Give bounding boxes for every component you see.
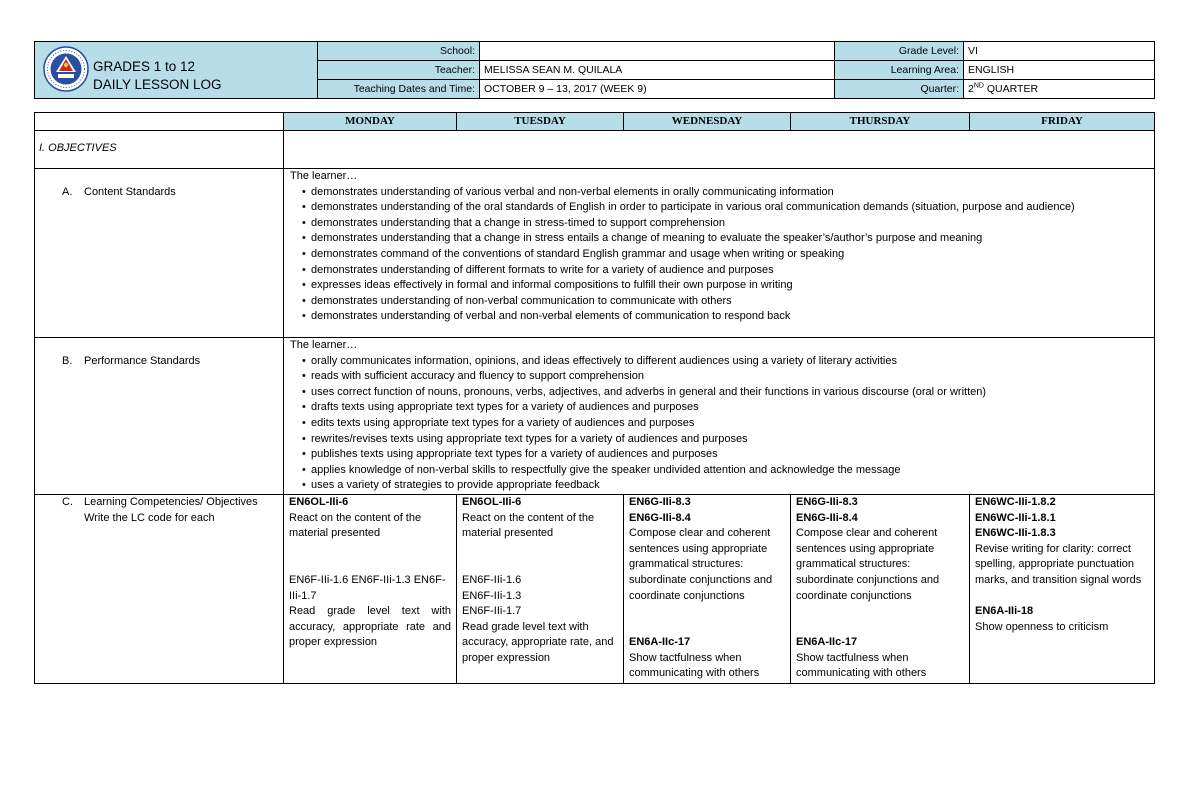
thursday-text-2: Show tactfulness when communicating with others	[796, 651, 927, 680]
day-header-monday: MONDAY	[284, 113, 457, 131]
friday-code-2: EN6A-IIi-18	[975, 605, 1034, 618]
thursday-code-1a: EN6G-IIi-8.3	[796, 495, 858, 508]
day-header-wednesday: WEDNESDAY	[624, 113, 791, 131]
list-item: • demonstrates understanding of various verbal and non-verbal elements in orally communicating information	[302, 185, 1150, 201]
monday-text-1: React on the content of the material presented	[289, 511, 422, 540]
learning-area-label: Learning Area:	[835, 61, 964, 80]
list-item: • demonstrates understanding of the oral standards of English in order to participate in various oral communication demands (situation, purpose and audience)	[302, 200, 1150, 216]
content-standards-letter: A.	[62, 186, 73, 198]
thursday-competencies-cell	[791, 494, 970, 683]
content-standards-intro: The learner…	[290, 170, 358, 182]
wednesday-code-1a: EN6G-IIi-8.3	[629, 495, 691, 508]
school-label: School:	[318, 42, 480, 61]
tuesday-code-1: EN6OL-IIi-6	[462, 495, 522, 508]
brand-title	[93, 58, 222, 94]
list-item: • uses a variety of strategies to provide appropriate feedback	[302, 478, 1150, 494]
list-item: • demonstrates understanding of verbal and non-verbal elements of communication to respond back	[302, 309, 1150, 325]
content-standards-label-cell	[35, 169, 284, 338]
day-header-row	[35, 113, 1155, 131]
monday-competencies-cell	[284, 494, 457, 683]
performance-standards-label	[35, 338, 283, 370]
content-standards-cell	[284, 169, 1155, 338]
monday-code-1: EN6OL-IIi-6	[289, 495, 349, 508]
tuesday-text-2: Read grade level text with accuracy, appropriate rate, and proper expression	[462, 620, 614, 664]
performance-standards-intro: The learner…	[290, 339, 358, 351]
thursday-code-2: EN6A-IIc-17	[796, 636, 858, 649]
list-item: • edits texts using appropriate text types for a variety of audiences and purposes	[302, 416, 1150, 432]
tuesday-text-1: React on the content of the material presented	[462, 511, 595, 540]
brand-title-line1: GRADES 1 to 12	[93, 59, 196, 74]
objectives-title: I. OBJECTIVES	[35, 131, 284, 169]
list-item: • expresses ideas effectively in formal and informal compositions to fulfill their own purpose in writing	[302, 278, 1150, 294]
content-standards-text: Content Standards	[84, 186, 176, 198]
wednesday-text-2: Show tactfulness when communicating with others	[629, 651, 760, 680]
list-item: • demonstrates understanding of non-verbal communication to communicate with others	[302, 294, 1150, 310]
competencies-letter: C.	[62, 495, 73, 508]
day-header-friday: FRIDAY	[970, 113, 1155, 131]
header-logo-cell	[35, 42, 318, 99]
list-item: • demonstrates understanding of different formats to write for a variety of audience and purposes	[302, 263, 1150, 279]
competencies-label-cell	[35, 494, 284, 683]
monday-text-2: Read grade level text with accuracy, appropriate rate and proper expression	[289, 605, 451, 649]
friday-code-1b: EN6WC-IIi-1.8.1	[975, 511, 1056, 524]
teacher-label: Teacher:	[318, 61, 480, 80]
performance-standards-label-cell	[35, 338, 284, 495]
friday-competencies-cell	[970, 494, 1155, 683]
teacher-value: MELISSA SEAN M. QUILALA	[480, 61, 835, 80]
list-item: • demonstrates understanding that a change in stress-timed to support comprehension	[302, 216, 1150, 232]
monday-code-2: EN6F-IIi-1.6 EN6F-IIi-1.3 EN6F-IIi-1.7	[289, 573, 446, 602]
list-item: • reads with sufficient accuracy and fluency to support comprehension	[302, 369, 1150, 385]
competencies-text-1: Learning Competencies/ Objectives	[84, 495, 258, 508]
tuesday-code-2b: EN6F-IIi-1.3	[462, 589, 522, 602]
content-standards-row	[35, 169, 1155, 338]
competencies-text-2: Write the LC code for each	[84, 511, 215, 524]
day-header-thursday: THURSDAY	[791, 113, 970, 131]
school-value	[480, 42, 835, 61]
thursday-text-1: Compose clear and coherent sentences using appropriate grammatical structures: subordinate conjunctions and coordinate conjunctions	[796, 527, 940, 602]
brand-title-line2: DAILY LESSON LOG	[93, 77, 222, 92]
list-item: • rewrites/revises texts using appropriate text types for a variety of audiences and purposes	[302, 432, 1150, 448]
competencies-label	[35, 495, 283, 526]
thursday-code-1b: EN6G-IIi-8.4	[796, 511, 858, 524]
grade-level-label: Grade Level:	[835, 42, 964, 61]
deped-seal-icon	[43, 46, 89, 92]
friday-text-2: Show openness to criticism	[975, 620, 1109, 633]
list-item: • demonstrates understanding that a change in stress entails a change of meaning to evaluate the speaker’s/author’s purpose and meaning	[302, 231, 1150, 247]
header-table	[34, 41, 1155, 99]
list-item: • applies knowledge of non-verbal skills to respectfully give the speaker undivided attention and acknowledge the message	[302, 463, 1150, 479]
wednesday-code-1b: EN6G-IIi-8.4	[629, 511, 691, 524]
performance-standards-cell	[284, 338, 1155, 495]
quarter-label: Quarter:	[835, 80, 964, 99]
performance-standards-letter: B.	[62, 355, 73, 367]
grade-level-value: VI	[964, 42, 1155, 61]
list-item: • uses correct function of nouns, pronouns, verbs, adjectives, and adverbs in general and their functions in various discourse (oral or written)	[302, 385, 1150, 401]
content-standards-list	[290, 185, 1150, 325]
performance-standards-row	[35, 338, 1155, 495]
performance-standards-text: Performance Standards	[84, 355, 201, 367]
quarter-ordinal: ND	[973, 82, 984, 90]
teaching-dates-value: OCTOBER 9 – 13, 2017 (WEEK 9)	[480, 80, 835, 99]
quarter-word: QUARTER	[983, 83, 1039, 95]
competencies-row	[35, 494, 1155, 683]
lesson-log-table	[34, 112, 1155, 684]
wednesday-code-2: EN6A-IIc-17	[629, 636, 691, 649]
friday-text-1: Revise writing for clarity: correct spelling, appropriate punctuation marks, and transition signal words	[975, 542, 1142, 586]
content-standards-label	[35, 169, 283, 201]
friday-code-1a: EN6WC-IIi-1.8.2	[975, 495, 1056, 508]
wednesday-competencies-cell	[624, 494, 791, 683]
performance-standards-list	[290, 354, 1150, 494]
objectives-row	[35, 131, 1155, 169]
friday-code-1c: EN6WC-IIi-1.8.3	[975, 527, 1056, 540]
quarter-value	[964, 80, 1155, 99]
tuesday-code-2a: EN6F-IIi-1.6	[462, 573, 522, 586]
list-item: • publishes texts using appropriate text types for a variety of audiences and purposes	[302, 447, 1150, 463]
list-item: • drafts texts using appropriate text types for a variety of audiences and purposes	[302, 400, 1150, 416]
teaching-dates-label: Teaching Dates and Time:	[318, 80, 480, 99]
list-item: • orally communicates information, opinions, and ideas effectively to different audiences using a variety of literary activities	[302, 354, 1150, 370]
day-header-blank	[35, 113, 284, 131]
objectives-blank	[284, 131, 1155, 169]
day-header-tuesday: TUESDAY	[457, 113, 624, 131]
tuesday-competencies-cell	[457, 494, 624, 683]
tuesday-code-2c: EN6F-IIi-1.7	[462, 605, 522, 618]
learning-area-value: ENGLISH	[964, 61, 1155, 80]
wednesday-text-1: Compose clear and coherent sentences using appropriate grammatical structures: subordinate conjunctions and coordinate conjunctions	[629, 527, 773, 602]
quarter-number: 2	[968, 83, 974, 95]
list-item: • demonstrates command of the conventions of standard English grammar and usage when writing or speaking	[302, 247, 1150, 263]
